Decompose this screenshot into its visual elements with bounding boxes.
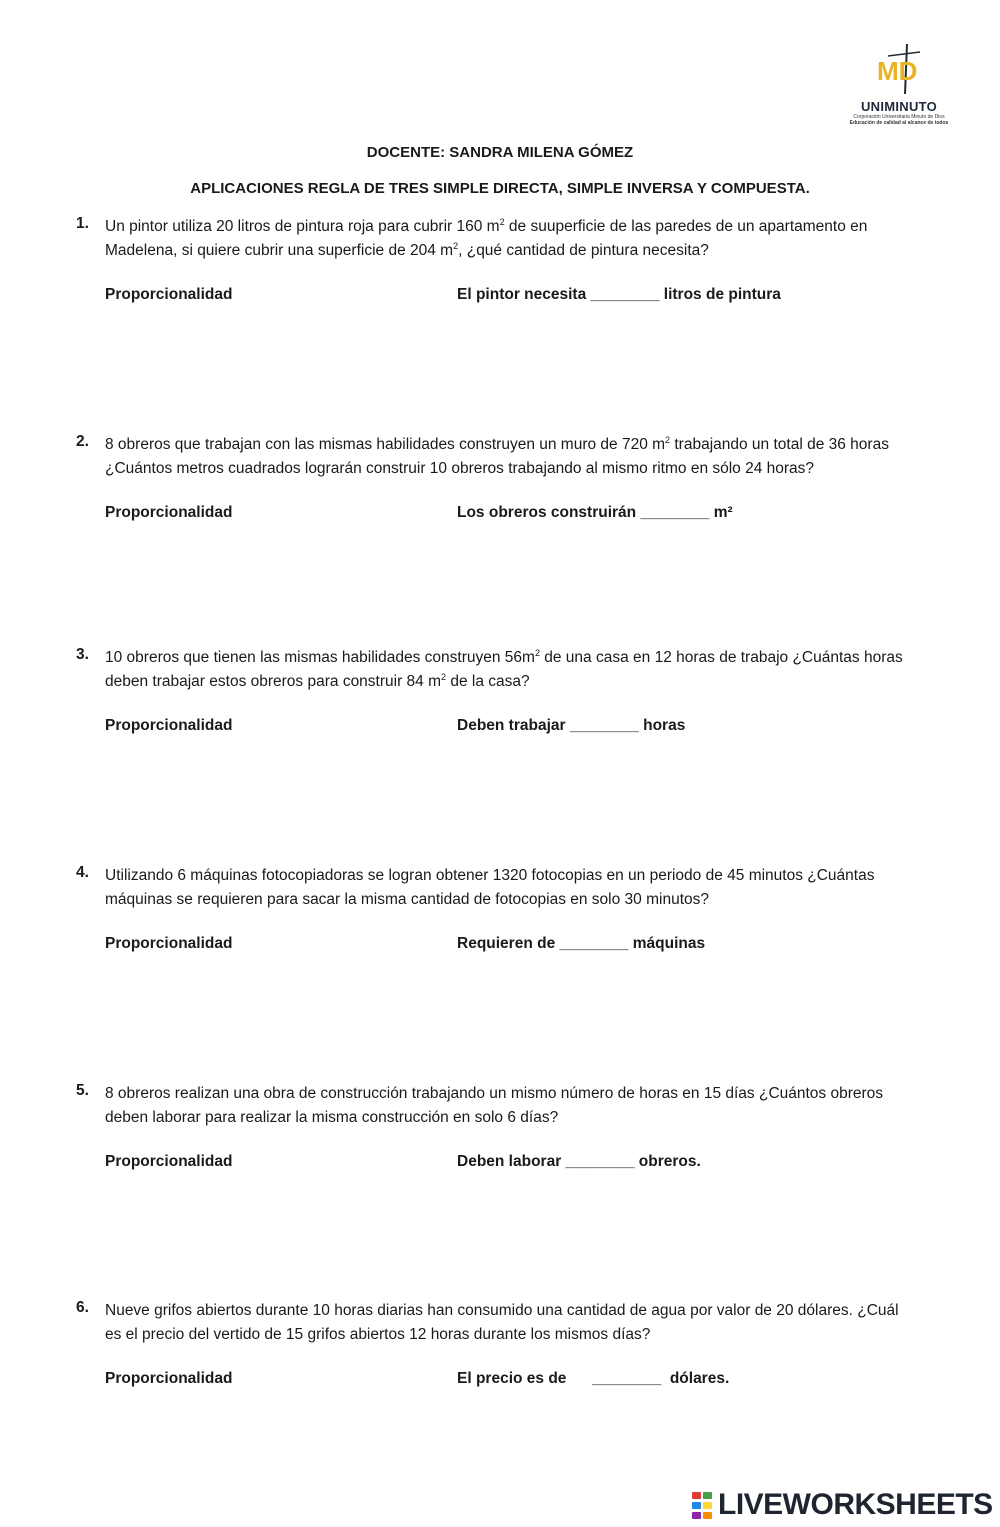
block-cell — [692, 1492, 701, 1499]
logo-letters: MD — [877, 56, 918, 86]
problem-number: 1. — [76, 215, 89, 232]
logo-tagline: Educación de calidad al alcance de todos — [849, 120, 949, 126]
problem-statement: 8 obreros realizan una obra de construcción trabajando un mismo número de horas en 15 días ¿Cuántos obreros deben laborar para realizar la misma construcción en solo 6 días? — [105, 1085, 884, 1126]
proportionality-label: Proporcionalidad — [105, 1153, 233, 1170]
problem-number: 2. — [76, 433, 89, 450]
answer-blank[interactable]: Requieren de ________ máquinas — [457, 935, 706, 952]
problem-number: 6. — [76, 1299, 89, 1316]
problem-number: 3. — [76, 646, 89, 663]
problem-statement: 10 obreros que tienen las mismas habilidades construyen $56m^2$ de una casa en 12 horas de trabajo ¿Cuántas horas deben trabajar estos obreros para construir 84 $m^2$ de la casa? — [105, 648, 903, 690]
logo-brand-name: UNIMINUTO — [860, 99, 938, 114]
block-cell — [703, 1512, 712, 1519]
problem-statement: Nueve grifos abiertos durante 10 horas diarias han consumido una cantidad de agua por valor de 20 dólares. ¿Cuál es el precio del vertido de 15 grifos abiertos 12 horas durante los mismos días? — [105, 1302, 899, 1343]
answer-blank[interactable]: Deben laborar ________ obreros. — [457, 1153, 701, 1170]
liveworksheets-blocks-icon — [692, 1492, 714, 1520]
problem-number: 4. — [76, 864, 89, 881]
proportionality-label: Proporcionalidad — [105, 717, 233, 734]
block-cell — [703, 1502, 712, 1509]
problem-statement: Utilizando 6 máquinas fotocopiadoras se logran obtener 1320 fotocopias en un periodo de 45 minutos ¿Cuántas máquinas se requieren para sacar la misma cantidad de fotocopias en solo 30 minutos? — [105, 867, 875, 908]
worksheet-title: APLICACIONES REGLA DE TRES SIMPLE DIRECTA, SIMPLE INVERSA Y COMPUESTA. — [190, 180, 810, 197]
uniminuto-emblem-icon — [874, 44, 922, 94]
problem-statement: 8 obreros que trabajan con las mismas habilidades construyen un muro de 720 $m^2$ trabajando un total de 36 horas ¿Cuántos metros cuadrados lograrán construir 10 obreros trabajando al mismo ritmo en sólo 24 horas? — [105, 435, 889, 477]
problem-statement: Un pintor utiliza 20 litros de pintura roja para cubrir 160 $m^2$ de suuperficie de las paredes de un apartamento en Madelena, si quiere cubrir una superficie de 204 $m^2$, ¿qué cantidad de pintura necesita? — [105, 217, 868, 259]
logo-subtitle: Corporación Universitaria Minuto de Dios — [853, 114, 945, 120]
block-cell — [692, 1512, 701, 1519]
proportionality-label: Proporcionalidad — [105, 935, 233, 952]
problem-number: 5. — [76, 1082, 89, 1099]
block-cell — [703, 1492, 712, 1499]
proportionality-label: Proporcionalidad — [105, 504, 233, 521]
liveworksheets-wordmark: LIVEWORKSHEETS — [718, 1488, 993, 1521]
answer-blank[interactable]: El precio es de ________ dólares. — [457, 1370, 730, 1387]
answer-blank[interactable]: El pintor necesita ________ litros de pintura — [457, 286, 781, 303]
block-cell — [692, 1502, 701, 1509]
answer-blank[interactable]: Los obreros construirán ________ m² — [457, 504, 733, 521]
answer-blank[interactable]: Deben trabajar ________ horas — [457, 717, 686, 734]
teacher-heading: DOCENTE: SANDRA MILENA GÓMEZ — [366, 144, 634, 161]
uniminuto-logo — [838, 44, 958, 128]
proportionality-label: Proporcionalidad — [105, 1370, 233, 1387]
proportionality-label: Proporcionalidad — [105, 286, 233, 303]
